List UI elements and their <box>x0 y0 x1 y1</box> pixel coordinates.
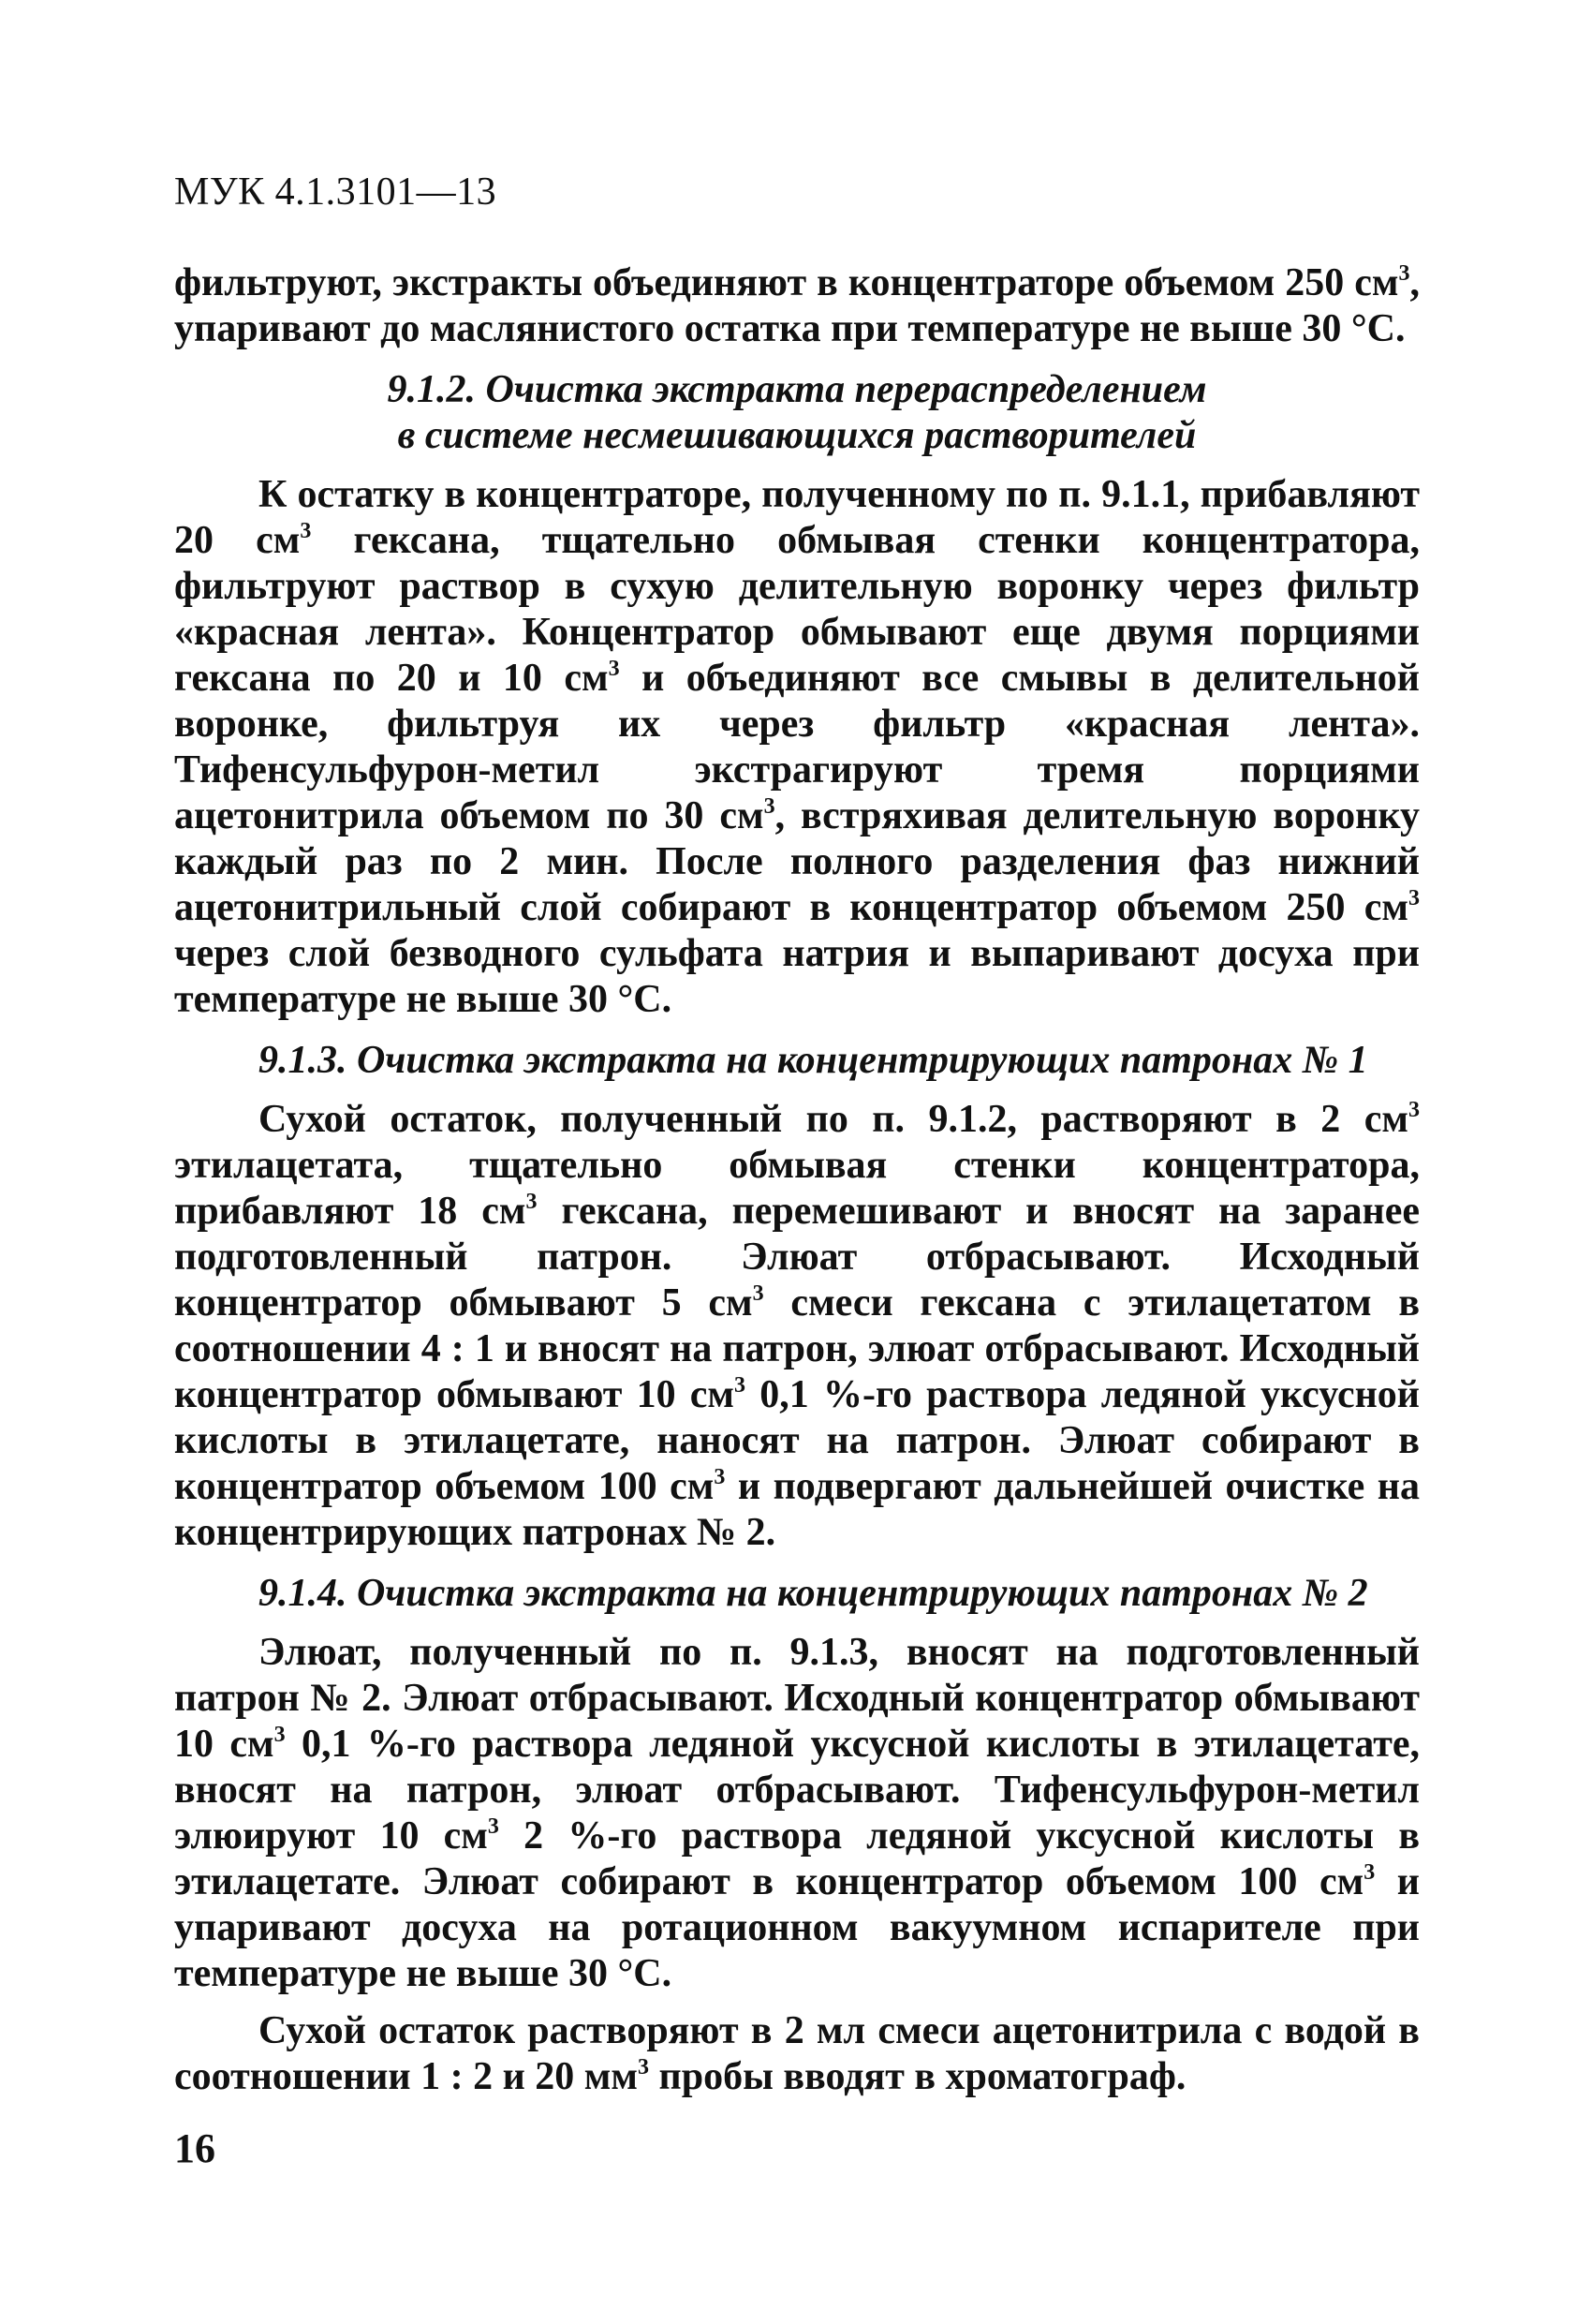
paragraph-text: гексана, перемешивают и вносят на заранее подготовленный патрон. Элюат отбрасывают. Исходный концентратор обмывают 5 см <box>174 1190 1421 1325</box>
superscript: 3 <box>1408 886 1420 910</box>
final-paragraph <box>174 2008 1420 2100</box>
section-9-1-4-title: 9.1.4. Очистка экстракта на концентрирующих патронах № 2 <box>258 1572 1368 1615</box>
section-title-line: 9.1.2. Очистка экстракта перераспределением <box>387 368 1207 411</box>
superscript: 3 <box>608 657 620 681</box>
paragraph-text: Сухой остаток, полученный по п. 9.1.2, растворяют в 2 см <box>258 1098 1408 1141</box>
paragraph-text: и упаривают досуха на ротационном вакуумном испарителе при температуре не выше 30 °С. <box>174 1860 1420 1995</box>
paragraph-text: и объединяют все смывы в делительной воронке, фильтруя их через фильтр «красная лента». Тифенсульфурон-метил экстрагируют тремя порциями ацетонитрила объемом по 30 см <box>174 657 1420 837</box>
intro-paragraph <box>174 260 1420 352</box>
document-page <box>174 169 1420 2100</box>
intro-text-2: , упаривают до маслянистого остатка при температуре не выше 30 °С. <box>174 261 1420 350</box>
page-number: 16 <box>174 2125 215 2171</box>
paragraph-text: , встряхивая делительную воронку каждый раз по 2 мин. После полного разделения фаз нижний ацетонитрильный слой собирают в концентратор объемом 250 см <box>174 794 1420 929</box>
paragraph-gap <box>174 1997 1420 2008</box>
paragraph-text: Элюат, полученный по п. 9.1.3, вносят на подготовленный патрон № 2. Элюат отбрасывают. Исходный концентратор обмывают 10 см <box>174 1631 1420 1766</box>
superscript: 3 <box>752 1281 764 1306</box>
intro-text-1: фильтруют, экстракты объединяют в концентраторе объемом 250 см <box>174 261 1399 304</box>
paragraph-text: 0,1 %-го раствора ледяной уксусной кислоты в этилацетате, вносят на патрон, элюат отбрасывают. Тифенсульфурон-метил элюируют 10 см <box>174 1723 1420 1858</box>
section-title-line: в системе несмешивающихся растворителей <box>397 414 1197 457</box>
superscript: 3 <box>300 519 312 543</box>
section-9-1-3-paragraph <box>174 1097 1420 1556</box>
section-9-1-2-paragraph <box>174 472 1420 1023</box>
section-9-1-2-title <box>174 367 1420 459</box>
superscript: 3 <box>487 1814 499 1839</box>
paragraph-text: 0,1 %-го раствора ледяной уксусной кислоты в этилацетате, наносят на патрон. Элюат собирают в концентратор объемом 100 см <box>174 1373 1420 1508</box>
paragraph-text: этилацетата, тщательно обмывая стенки концентратора, прибавляют 18 см <box>174 1144 1420 1233</box>
paragraph-text: гексана, тщательно обмывая стенки концентратора, фильтруют раствор в сухую делительную воронку через фильтр «красная лента». Концентратор обмывают еще двумя порциями гексана по 20 и 10 см <box>174 519 1421 700</box>
paragraph-text: Сухой остаток растворяют в 2 мл смеси ацетонитрила с водой в соотношении 1 : 2 и 20 мм <box>174 2009 1420 2098</box>
section-9-1-3-title: 9.1.3. Очистка экстракта на концентрирующих патронах № 1 <box>258 1039 1368 1082</box>
superscript: 3 <box>1408 1098 1420 1122</box>
superscript: 3 <box>734 1373 746 1398</box>
paragraph-text: и подвергают дальнейшей очистке на концентрирующих патронах № 2. <box>174 1465 1421 1554</box>
section-9-1-4-paragraph <box>174 1630 1420 1997</box>
paragraph-text: пробы вводят в хроматограф. <box>649 2055 1187 2098</box>
superscript: 3 <box>1364 1860 1376 1885</box>
superscript: 3 <box>525 1190 538 1214</box>
superscript: 3 <box>638 2055 650 2080</box>
paragraph-text: 2 %-го раствора ледяной уксусной кислоты в этилацетате. Элюат собирают в концентратор объемом 100 см <box>174 1814 1420 1903</box>
superscript: 3 <box>1398 261 1410 286</box>
paragraph-text: смеси гексана с этилацетатом в соотношении 4 : 1 и вносят на патрон, элюат отбрасывают. Исходный концентратор обмывают 10 см <box>174 1281 1421 1416</box>
paragraph-text: К остатку в концентраторе, полученному по п. 9.1.1, прибавляют 20 см <box>174 473 1420 562</box>
paragraph-text: через слой безводного сульфата натрия и выпаривают досуха при температуре не выше 30 °С. <box>174 932 1420 1021</box>
superscript: 3 <box>273 1723 286 1747</box>
superscript: 3 <box>763 794 775 819</box>
superscript: 3 <box>714 1465 726 1489</box>
document-code-header: МУК 4.1.3101—13 <box>174 170 497 214</box>
